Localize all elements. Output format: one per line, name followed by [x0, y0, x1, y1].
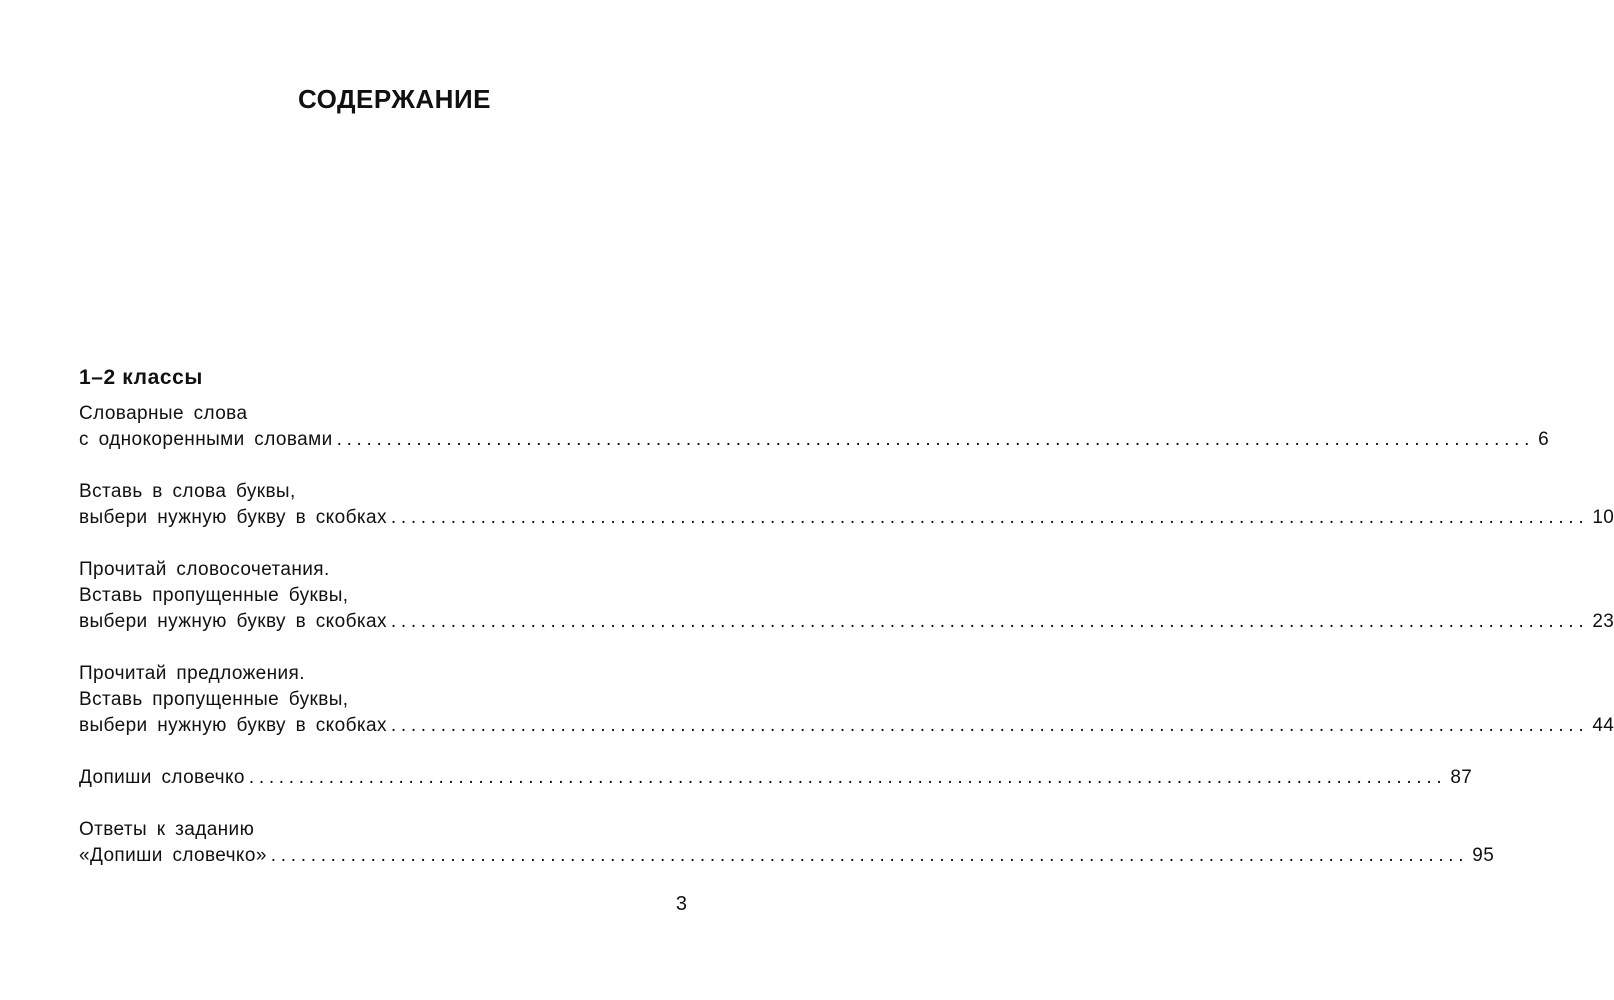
toc-entry-line: Прочитай предложения.: [79, 663, 305, 684]
toc-entry: [79, 661, 1614, 739]
toc-entry-last-line: [79, 609, 1614, 635]
toc-entry-last-line: [79, 765, 1473, 791]
dot-leader: ........................................................................................................................: [336, 429, 1535, 450]
toc-entry-last-line: [79, 427, 1550, 453]
dot-leader: ........................................................................................................................: [270, 845, 1469, 866]
toc-entry-text: с однокоренными словами: [79, 429, 333, 450]
toc-entry-line: Вставь пропущенные буквы,: [79, 689, 349, 710]
toc-entry-last-line: [79, 505, 1614, 531]
page-title: СОДЕРЖАНИЕ: [298, 84, 491, 114]
toc-entry-last-line: [79, 843, 1495, 869]
toc-entry: [79, 765, 1473, 791]
toc-entry-last-line: [79, 713, 1614, 739]
toc-entry-text: «Допиши словечко»: [79, 845, 267, 866]
dot-leader: ........................................................................................................................: [390, 611, 1589, 632]
toc-entry-text: выбери нужную букву в скобках: [79, 715, 387, 736]
toc-entry: [79, 479, 1614, 531]
toc-entry-line: Словарные слова: [79, 403, 248, 424]
toc-entry-text: Допиши словечко: [79, 767, 245, 788]
table-of-contents: [79, 401, 1614, 895]
toc-entry-text: выбери нужную букву в скобках: [79, 611, 387, 632]
dot-leader: ........................................................................................................................: [390, 715, 1589, 736]
toc-entry-page: 23: [1592, 611, 1614, 632]
dot-leader: ........................................................................................................................: [248, 767, 1447, 788]
toc-entry-page: 87: [1450, 767, 1473, 788]
page-number: 3: [675, 893, 687, 915]
toc-entry-page: 6: [1538, 429, 1550, 450]
toc-entry-text: выбери нужную букву в скобках: [79, 507, 387, 528]
toc-entry-page: 44: [1592, 715, 1614, 736]
dot-leader: ........................................................................................................................: [390, 507, 1589, 528]
toc-entry: [79, 557, 1614, 635]
section-heading: 1–2 классы: [79, 366, 203, 389]
toc-entry-line: Вставь в слова буквы,: [79, 481, 296, 502]
toc-entry-page: 10: [1592, 507, 1614, 528]
toc-entry: [79, 817, 1495, 869]
toc-entry-line: Вставь пропущенные буквы,: [79, 585, 349, 606]
toc-entry: [79, 401, 1550, 453]
toc-entry-line: Прочитай словосочетания.: [79, 559, 330, 580]
toc-entry-line: Ответы к заданию: [79, 819, 255, 840]
toc-entry-page: 95: [1472, 845, 1495, 866]
